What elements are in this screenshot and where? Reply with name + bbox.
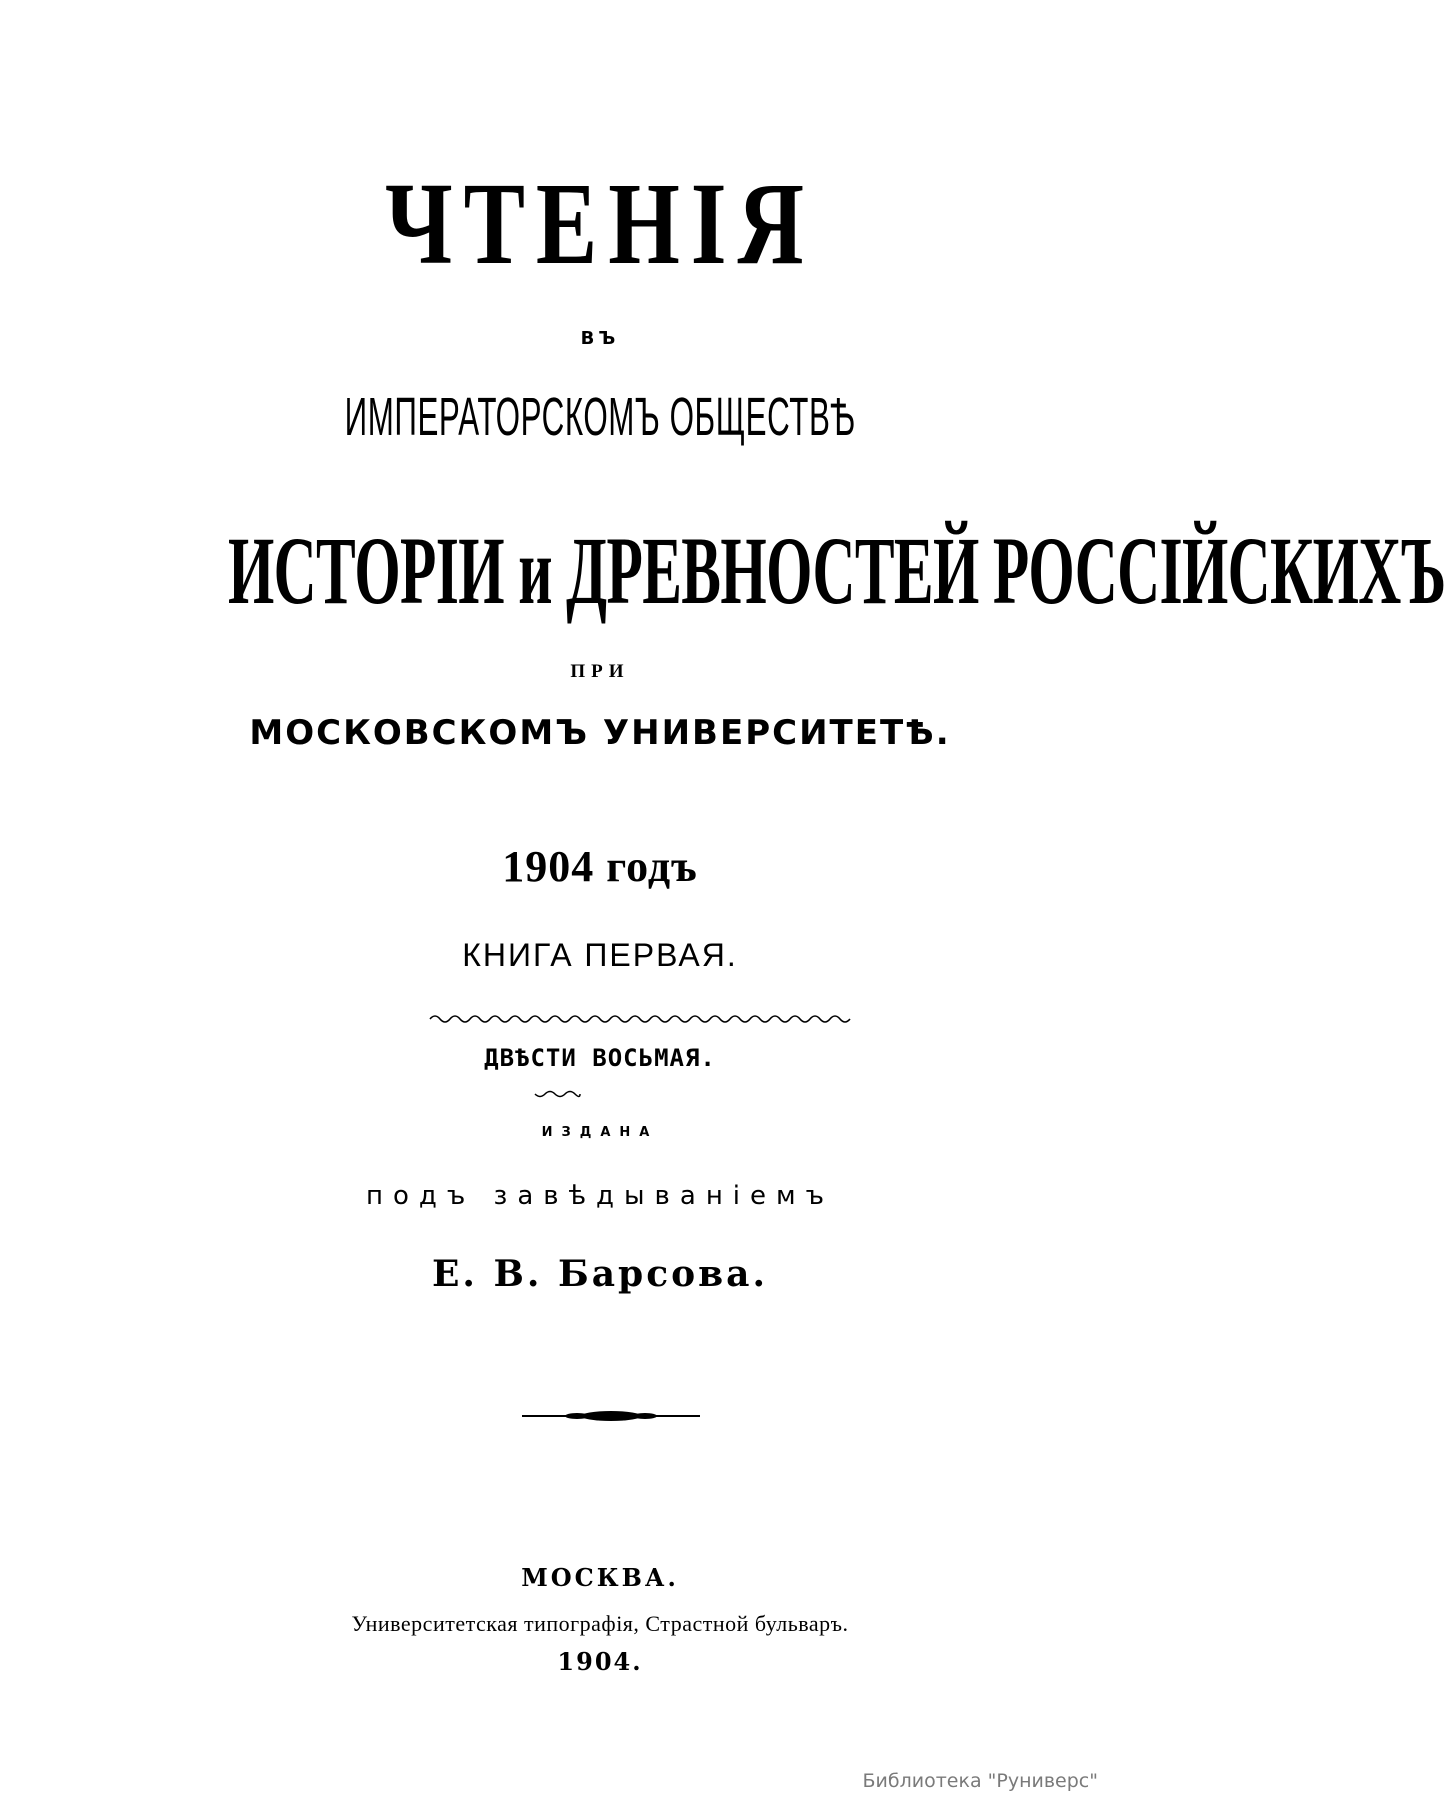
small-wave-decoration: [535, 1089, 580, 1099]
year-line: 1904 годъ: [502, 842, 698, 891]
university-line: МОСКОВСКОМЪ УНИВЕРСИТЕТѢ.: [249, 713, 951, 753]
wavy-rule-decoration: [430, 1012, 850, 1026]
ornament-divider-icon: [522, 1408, 700, 1424]
main-title: ЧТЕНІЯ: [385, 158, 815, 289]
izdana-line: ИЗДАНА: [541, 1125, 659, 1140]
book-line: КНИГА ПЕРВАЯ.: [462, 937, 738, 973]
printer-line: Университетская типографія, Страстной бульваръ.: [351, 1611, 849, 1636]
editor-name: Е. В. Барсова.: [431, 1253, 769, 1295]
editor-label: подъ завѣдываніемъ: [365, 1181, 835, 1211]
volume-line: ДВѢСТИ ВОСЬМАЯ.: [484, 1044, 716, 1072]
history-line: ИСТОРІИ и ДРЕВНОСТЕЙ РОССІЙСКИХЪ: [228, 517, 1446, 624]
library-watermark: Библиотека "Руниверс": [862, 1770, 1098, 1792]
city-line: МОСКВА.: [521, 1563, 679, 1592]
preposition-line: ВЪ: [580, 328, 620, 349]
pri-line: ПРИ: [570, 661, 630, 682]
publication-year: 1904.: [557, 1647, 643, 1676]
society-line: ИМПЕРАТОРСКОМЪ ОБЩЕСТВѢ: [344, 387, 856, 447]
